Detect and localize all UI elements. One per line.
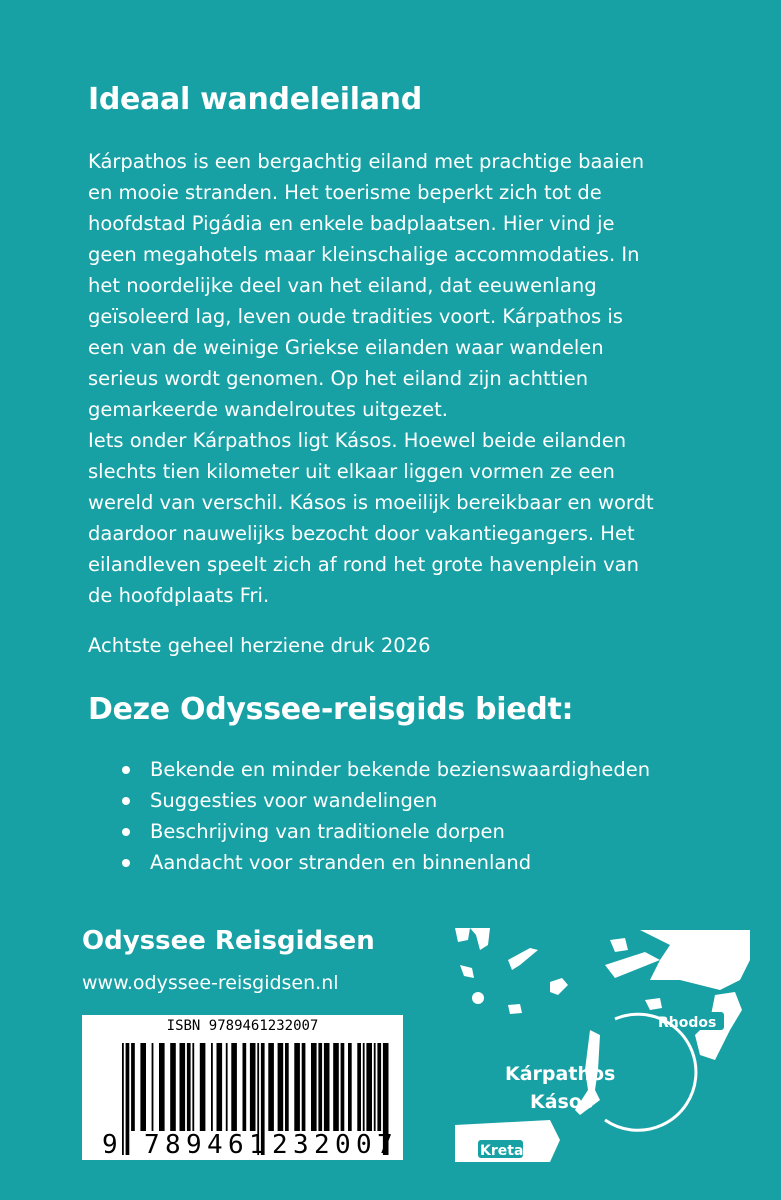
isbn-label: ISBN 9789461232007: [166, 1018, 319, 1034]
barcode-digit: 0: [356, 1130, 372, 1160]
barcode-bar: [140, 1043, 146, 1131]
barcode-digit: 2: [314, 1130, 330, 1160]
barcode-bar: [333, 1043, 339, 1131]
description-line: een van de weinige Griekse eilanden waar wandelen: [88, 336, 604, 359]
barcode-bar: [311, 1043, 317, 1131]
barcode-bar: [231, 1043, 237, 1131]
barcode-bar: [285, 1043, 289, 1131]
barcode-digit: 9: [102, 1130, 118, 1160]
barcode-digit: 6: [228, 1130, 244, 1160]
offer-item: Beschrijving van traditionele dorpen: [122, 816, 650, 847]
offer-item: Suggesties voor wandelingen: [122, 785, 650, 816]
description-text: [88, 146, 654, 611]
barcode-bar: [200, 1043, 206, 1131]
barcode-bar: [211, 1043, 213, 1131]
offer-item: Aandacht voor stranden en binnenland: [122, 847, 650, 878]
label-kasos: Kásos: [530, 1091, 594, 1113]
description-line: slechts tien kilometer uit elkaar liggen vormen ze een: [88, 460, 615, 483]
barcode-bars: [82, 1015, 403, 1160]
barcode-bar: [366, 1043, 372, 1131]
offer-item: Bekende en minder bekende bezienswaardigheden: [122, 754, 650, 785]
label-karpathos: Kárpathos: [505, 1063, 616, 1085]
barcode-digit: 4: [207, 1130, 223, 1160]
label-kreta: Kreta: [480, 1143, 524, 1159]
description-line: wereld van verschil. Kásos is moeilijk bereikbaar en wordt: [88, 491, 654, 514]
barcode-bar: [268, 1043, 274, 1131]
barcode-digit: 2: [272, 1130, 288, 1160]
offers-list: [122, 754, 650, 878]
barcode-bar: [348, 1043, 352, 1131]
barcode-bar: [187, 1043, 191, 1131]
barcode-bar: [250, 1043, 256, 1131]
barcode-bar: [226, 1043, 228, 1131]
barcode-bar: [170, 1043, 176, 1131]
barcode-bar: [131, 1043, 135, 1131]
description-line: en mooie stranden. Het toerisme beperkt zich tot de: [88, 181, 602, 204]
barcode-bar: [294, 1043, 300, 1131]
description-line: serieus wordt genomen. Op het eiland zijn achttien: [88, 367, 589, 390]
description-line: het noordelijke deel van het eiland, dat eeuwenlang: [88, 274, 597, 297]
description-line: eilandleven speelt zich af rond het grote havenplein van: [88, 553, 639, 576]
isbn-barcode: [82, 1015, 403, 1160]
barcode-bar: [243, 1043, 247, 1131]
barcode-bar: [377, 1043, 381, 1131]
heading-ideaal-wandeleiland: Ideaal wandeleiland: [88, 82, 422, 117]
barcode-bar: [180, 1043, 186, 1131]
barcode-digit: 1: [249, 1130, 265, 1160]
barcode-bar: [341, 1043, 345, 1131]
barcode-digit: 3: [293, 1130, 309, 1160]
barcode-bar: [374, 1043, 376, 1131]
barcode-bar: [159, 1043, 165, 1131]
barcode-bar: [318, 1043, 322, 1131]
publisher-name: Odyssee Reisgidsen: [82, 926, 375, 956]
description-line: de hoofdplaats Fri.: [88, 584, 270, 607]
barcode-digit: 7: [377, 1130, 393, 1160]
description-line: gemarkeerde wandelroutes uitgezet.: [88, 398, 448, 421]
barcode-bar: [126, 1043, 130, 1155]
edition-note: Achtste geheel herziene druk 2026: [88, 634, 431, 657]
barcode-digit: 8: [165, 1130, 181, 1160]
barcode-bar: [302, 1043, 306, 1131]
description-line: hoofdstad Pigádia en enkele badplaatsen. Hier vind je: [88, 212, 615, 235]
offers-heading: Deze Odyssee-reisgids biedt:: [88, 692, 574, 727]
barcode-bar: [363, 1043, 365, 1131]
barcode-digit: 0: [335, 1130, 351, 1160]
description-line: Iets onder Kárpathos ligt Kásos. Hoewel beide eilanden: [88, 429, 627, 452]
barcode-bar: [278, 1043, 284, 1131]
barcode-bar: [357, 1043, 361, 1131]
description-line: Kárpathos is een bergachtig eiland met prachtige baaien: [88, 150, 645, 173]
description-line: daardoor nauwelijks bezocht door vakantiegangers. Het: [88, 522, 635, 545]
barcode-bar: [324, 1043, 330, 1131]
description-line: geïsoleerd lag, leven oude tradities voort. Kárpathos is: [88, 305, 623, 328]
barcode-bar: [122, 1043, 124, 1155]
barcode-digit: 9: [186, 1130, 202, 1160]
barcode-bar: [217, 1043, 223, 1131]
description-line: geen megahotels maar kleinschalige accommodaties. In: [88, 243, 640, 266]
label-rhodos: Rhodos: [658, 1015, 717, 1031]
barcode-bar: [152, 1043, 154, 1131]
barcode-digit: 7: [144, 1130, 160, 1160]
publisher-website[interactable]: www.odyssee-reisgidsen.nl: [82, 972, 339, 994]
map-islands: [455, 928, 750, 1162]
map-dodecanese: [450, 920, 750, 1165]
barcode-bar: [192, 1043, 194, 1131]
highlight-circle: [605, 1014, 696, 1130]
